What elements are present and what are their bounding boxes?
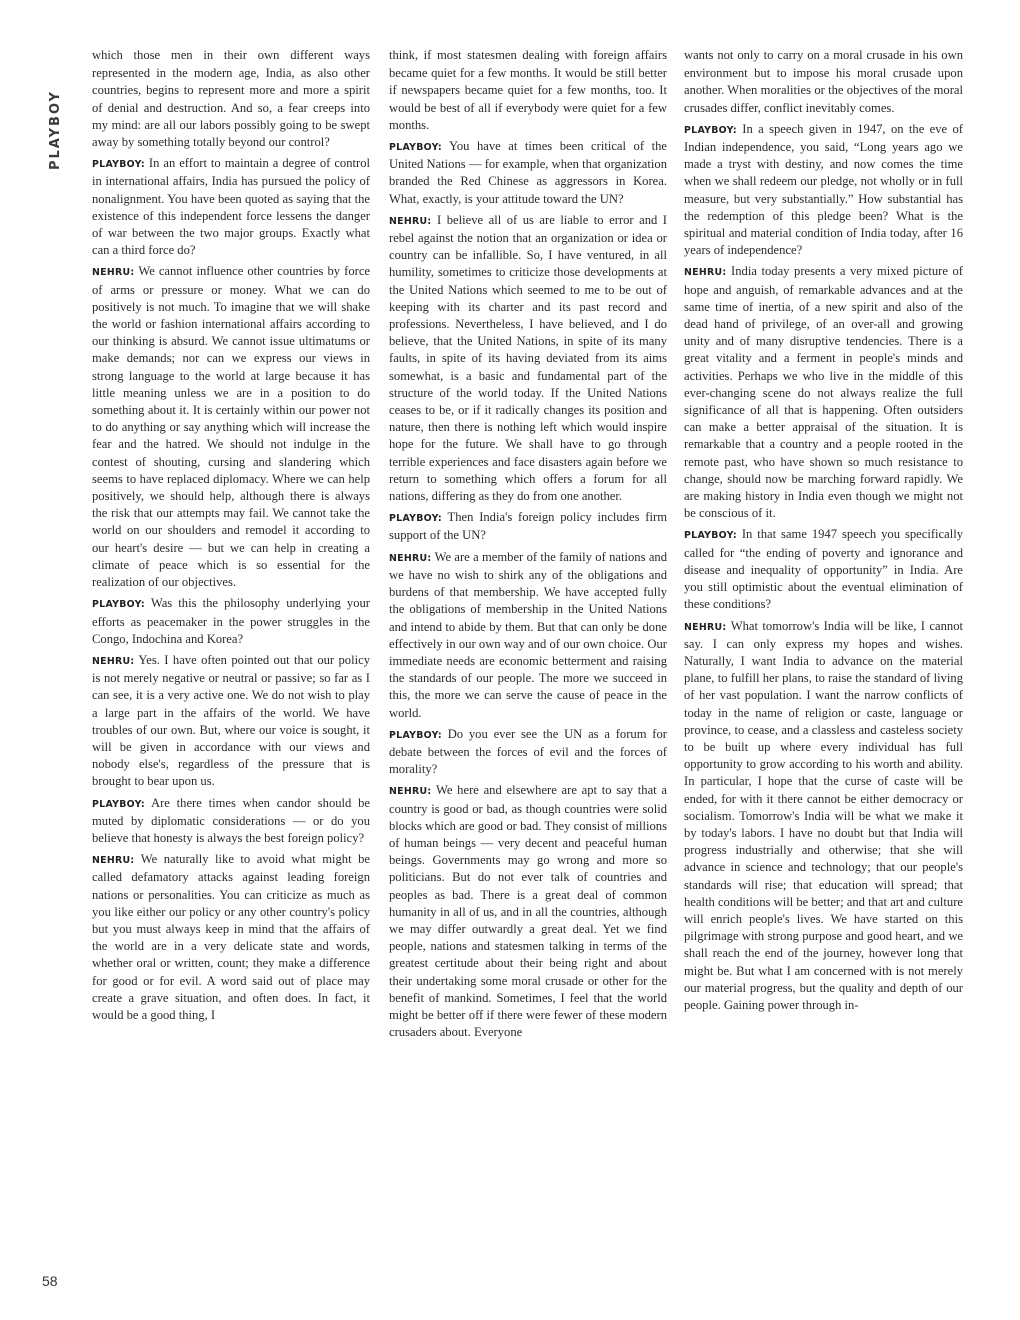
paragraph-text: In an effort to maintain a degree of control in international affairs, India has pursued the policy of nonalignment. You have been quoted as saying that the existence of this independent force lessens the danger of war between the two major groups. Exactly what can a third force do? [92, 156, 370, 258]
paragraph [389, 549, 667, 722]
paragraph [684, 526, 963, 613]
paragraph [389, 47, 667, 134]
paragraph [389, 726, 667, 779]
paragraph-text: What tomorrow's India will be like, I cannot say. I can only express my hopes and wishes. Naturally, I want India to advance on the material plane, to fulfill her plans, to raise the standard of living of her vast population. I want the narrow conflicts of today in the name of religion or caste, language or province, to cease, and a classless and casteless society to be built up where every individual has full opportunity to grow according to his worth and ability. In particular, I hope that the curse of caste will be ended, for with it there cannot be either democracy or socialism. Tomorrow's India will be what we make it by today's labors. I have no doubt but that India will progress industrially and otherwise; that she will advance in science and technology; that our people's standards will rise; that education will spread; that health conditions will be better; and that art and culture will enrich people's lives. We have started on this pilgrimage with strong purpose and good heart, and we shall reach the end of the journey, however long that might be. But what I am concerned with is not merely our material progress, but the quality and depth of our people. Gaining power through in- [684, 618, 963, 1012]
paragraph-text: think, if most statesmen dealing with foreign affairs became quiet for a few months. It would be still better if newspapers became quiet for a few months, too. It would be best of all if everybody were quiet for a few months. [389, 48, 667, 132]
article-column-1 [92, 47, 370, 1028]
paragraph [92, 47, 370, 151]
speaker-label: PLAYBOY: [92, 599, 145, 611]
page-number: 58 [42, 1273, 58, 1289]
speaker-label: PLAYBOY: [389, 729, 442, 741]
paragraph [684, 263, 963, 522]
paragraph [389, 509, 667, 544]
paragraph [92, 795, 370, 848]
speaker-label: NEHRU: [389, 786, 432, 798]
paragraph-text: In that same 1947 speech you specifically called for “the ending of poverty and ignorance and disease and inequality of opportunity” in India. Are you still optimistic about the eventual elimination of these conditions? [684, 527, 963, 612]
running-head: PLAYBOY [48, 90, 63, 170]
paragraph-text: Was this the philosophy underlying your efforts as peacemaker in the power struggles in the Congo, Indochina and Korea? [92, 596, 370, 646]
paragraph [92, 155, 370, 259]
paragraph-text: We are a member of the family of nations and we have no wish to shirk any of the obligations and burdens of that membership. We have accepted fully the obligations of membership in the United Nations and intend to abide by them. But that can only be done effectively in our own way and of our own choice. Our immediate needs are economic betterment and raising the standards of our people. The more we succeed in this, the more we can serve the cause of peace in the world. [389, 549, 668, 720]
speaker-label: NEHRU: [92, 855, 135, 867]
speaker-label: NEHRU: [684, 267, 727, 279]
speaker-label: PLAYBOY: [389, 513, 442, 525]
speaker-label: NEHRU: [389, 215, 432, 227]
speaker-label: PLAYBOY: [389, 142, 442, 154]
speaker-label: NEHRU: [389, 552, 432, 564]
speaker-label: NEHRU: [684, 621, 727, 633]
speaker-label: PLAYBOY: [92, 798, 145, 810]
paragraph [389, 138, 667, 208]
paragraph [389, 782, 667, 1041]
paragraph-text: In a speech given in 1947, on the eve of Indian independence, you said, “Long years ago we made a tryst with destiny, and now comes the time when we shall redeem our pledge, not wholly or in full measure, but very substantially.” How substantial has the redemption of this pledge been? What is the spiritual and material condition of India today, after 16 years of independence? [684, 121, 963, 258]
paragraph-text: I believe all of us are liable to error and I rebel against the notion that an organization or idea or country can be infallible. So, I have ventured, in all humility, sometimes to criticize those developments at the United Nations which seemed to me to be out of keeping with its charter and its past record and professions. Nevertheless, I have believed, and I do believe, that the United Nations, in spite of its many faults, in spite of its having deviated from its aims somewhat, is a basic and fundamental part of the structure of the world today. If the United Nations ceases to be, or if it radically changes its position and nature, then there is nothing left which would inspire hope for the future. We shall have to go through terrible experiences and face disasters again before we return to something which offers a forum for all nations, differing as they do from one another. [389, 212, 667, 504]
paragraph-text: You have at times been critical of the United Nations — for example, when that organization branded the Red Chinese as aggressors in Korea. What, exactly, is your attitude toward the UN? [389, 139, 667, 206]
speaker-label: PLAYBOY: [684, 530, 737, 542]
paragraph-text: We cannot influence other countries by force of arms or pressure or money. What we can do positively is not much. To imagine that we will shake the world or fashion international affairs according to our thinking is absurd. We cannot issue ultimatums or make demands; nor can we express our views in strong language to the world at large because it has little meaning unless we are in a position to do something about it. It is certainly within our power not to do anything or say anything which will increase the fear and the hatred. We should not indulge in the contest of shouting, cursing and slandering which seems to have replaced diplomacy. Where we can help positively, we should help, although there is always the risk that our attempts may fail. We cannot take the world on our shoulders and remodel it according to our heart's desire — but we can help in creating a climate of peace which is so essential for the realization of our objectives. [92, 264, 370, 590]
paragraph [92, 652, 370, 791]
paragraph-text: We here and elsewhere are apt to say that a country is good or bad, as though countries were solid blocks which are good or bad. They consist of millions of human beings — very decent and peaceful human beings. Governments may go wrong and more so politicians. But do not ever talk of countries and peoples as bad. There is a great deal of common humanity in all of us, and in all the countries, although we may differ outwardly a great deal. Yet we find people, nations and statesmen talking in terms of the greatest certitude about their being right and about their undertaking some moral crusade or other for the benefit of mankind. Sometimes, I feel that the world might be better off if there were fewer of these modern crusaders about. Everyone [389, 783, 667, 1040]
paragraph [92, 851, 370, 1024]
paragraph [92, 595, 370, 648]
paragraph-text: which those men in their own different ways represented in the modern age, India, as also other countries, begins to represent more and more a spirit of denial and destruction. And so, a fear creeps into my mind: are all our labors possibly going to be swept away by something totally beyond our control? [92, 48, 370, 150]
paragraph [684, 47, 963, 117]
paragraph-text: Do you ever see the UN as a forum for debate between the forces of evil and the forces of morality? [389, 726, 667, 777]
paragraph-text: Yes. I have often pointed out that our policy is not merely negative or neutral or passive; so far as I can see, it is a very active one. We do not wish to play a large part in the affairs of the world. We have troubles of our own. But, where our voice is sought, it will be given in accordance with our views and nobody else's, regardless of the pressure that is brought to bear upon us. [92, 652, 370, 789]
paragraph-text: India today presents a very mixed picture of hope and anguish, of remarkable advances and at the same time of inertia, of a new spirit and also of the dead hand of privilege, of an over-all and growing unity and of many disruptive tendencies. There is a great vitality and a ferment in people's minds and activities. Perhaps we who live in the middle of this ever-changing scene do not always realize the full significance of all that is happening. Often outsiders can make a better appraisal of the situation. It is remarkable that a country and a people rooted in the remote past, who have shown so much resistance to change, should now be marching forward rapidly. We are making history in India even though we might not be conscious of it. [684, 264, 963, 521]
paragraph-text: Are there times when candor should be muted by diplomatic considerations — or do you believe that honesty is always the best foreign policy? [92, 795, 370, 845]
paragraph-text: We naturally like to avoid what might be called defamatory attacks against leading foreign nations or personalities. You can criticize as much as you like either our policy or any other country's policy but you must always keep in mind that the affairs of the world are in a very delicate state and words, whether oral or written, count; they make a difference for good or for evil. A word said out of place may create a grave situation, and often does. In fact, it would be a good thing, I [92, 852, 371, 1022]
paragraph [684, 121, 963, 260]
paragraph [684, 618, 963, 1015]
paragraph-text: Then India's foreign policy includes firm support of the UN? [389, 510, 667, 543]
paragraph [92, 263, 370, 591]
speaker-label: NEHRU: [92, 267, 135, 279]
article-column-3 [684, 47, 963, 1018]
paragraph-text: wants not only to carry on a moral crusade in his own environment but to impose his moral crusade upon another. When moralities or the objectives of the moral crusades differ, conflict inevitably comes. [684, 48, 963, 115]
speaker-label: PLAYBOY: [684, 124, 737, 136]
paragraph [389, 212, 667, 505]
speaker-label: PLAYBOY: [92, 159, 145, 171]
article-column-2 [389, 47, 667, 1045]
speaker-label: NEHRU: [92, 655, 135, 667]
